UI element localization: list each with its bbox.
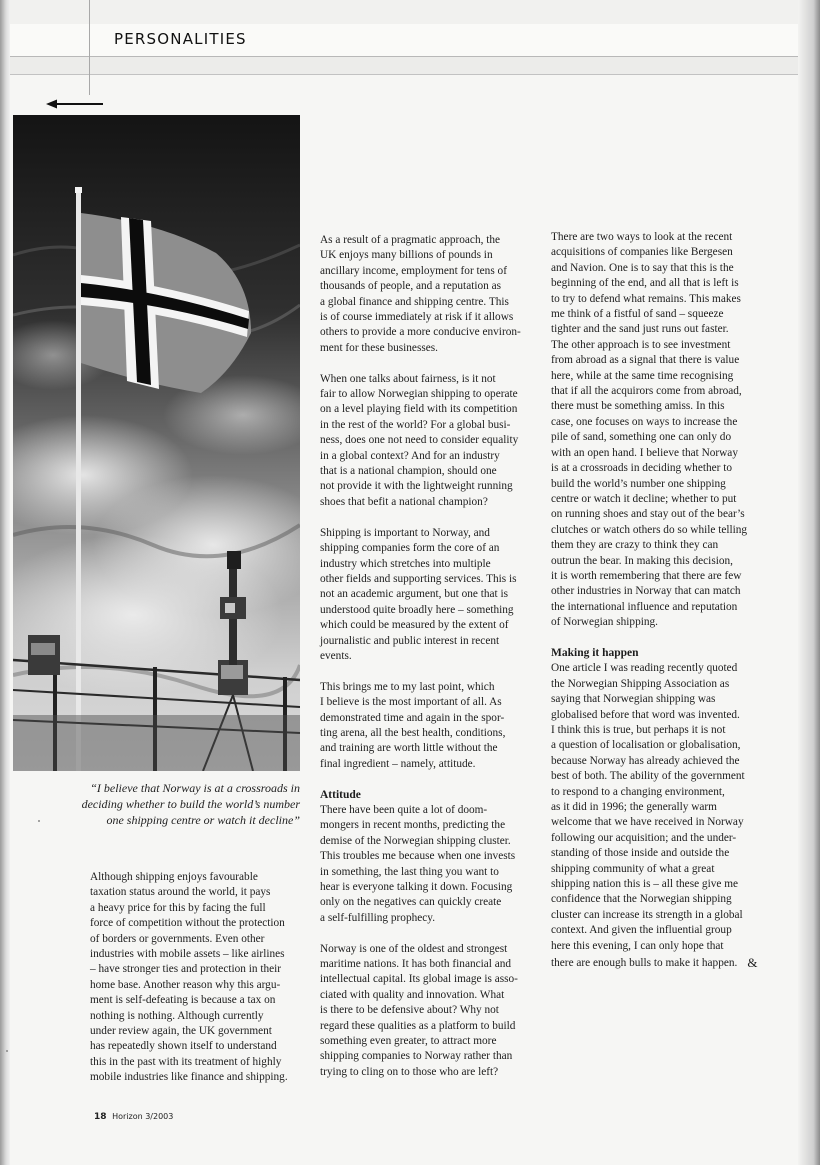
scan-speck [6,1050,8,1052]
subheading-making-it-happen: Making it happen [551,646,639,659]
header-sub-band [10,57,798,75]
page-number: 18 [94,1112,107,1122]
pull-quote-caption: “I believe that Norway is at a crossroads in deciding whether to build the world’s number one shipping centre or watch it decline” [81,781,300,827]
header-top-band [10,0,798,25]
paragraph-final [551,661,766,971]
paragraph: When one talks about fairness, is it not fair to allow Norwegian shipping to operate on a level playing field with its competition in the rest of the world? For a global busi- ness, does one not need to consider equality in a global context? And for an industry that is a national champion, should one not provide it with the lightweight running shoes that befit a national champion? [320,372,519,508]
paragraph: Norway is one of the oldest and strongest maritime nations. It has both financial and intellectual capital. Its global image is asso- ciated with quality and innovation. What is there to be defensive about? Why not regard these qualities as a platform to build something even greater, to attract more shipping companies to Norway rather than trying to cling on to those who are left? [320,942,518,1078]
article-column-middle [320,233,535,1096]
section-title: PERSONALITIES [114,30,247,48]
paragraph: This brings me to my last point, which I believe is the most important of all. As demonstrated time and again in the spor- ting arena, all the best health, conditions, and training are worth little without the final ingredient – namely, attitude. [320,680,506,770]
paragraph: Although shipping enjoys favourable taxation status around the world, it pays a heavy price for this by facing the full force of competition without the protection of borders or governments. Even other industries with mobile assets – like airlines – have stronger ties and protection in their home base. Another reason why this argu- ment is self-defeating is because a tax on nothing is nothing. Although currently under review again, the UK government has repeatedly shown itself to understand this in the past with its treatment of highly mobile industries like finance and shipping. [90,871,288,1084]
paragraph-final-text: One article I was reading recently quoted the Norwegian Shipping Association as saying that Norwegian shipping was globalised before that word was invented. I think this is true, but perhaps it is not a question of localisation or globalisation, because Norway has already achieved the best of both. The ability of the government to respond to a changing environment, as it did in 1996; the generally warm welcome that we have received in Norway following our acquisition; and the under- standing of those inside and outside the shipping community of what a great shipping nation this is – all these give me confidence that the Norwegian shipping cluster can increase its strength in a global context. And given the influential group here this evening, I can only hope that there are enough bulls to make it happen. [551,662,745,970]
page-footer [94,1112,173,1122]
paragraph: There are two ways to look at the recent acquisitions of companies like Bergesen and Navion. One is to say that this is the beginning of the end, and all that is left is to try to defend what remains. This makes me think of a fistful of sand – squeeze tighter and the sand just runs out faster. The other approach is to see investment from abroad as a signal that there is value here, while at the same time recognising that if all the acquirors come from abroad, there must be something amiss. In this case, one focuses on ways to increase the pile of sand, something one can only do with an open hand. I believe that Norway is at a crossroads in deciding whether to build the world’s number one shipping centre or watch it decline; whether to put on running shoes and stay out of the bear’s clutches or watch others do so while telling them they are crazy to think they can outrun the bear. In making this decision, it is worth remembering that there are few other industries in Norway that can match the international influence and reputation of Norwegian shipping. [551,231,748,629]
paragraph: There have been quite a lot of doom- mongers in recent months, predicting the demise of the Norwegian shipping cluster. This troubles me because when one invests in something, the last thing you want to hear is everyone talking it down. Focusing only on the negatives can quickly create a self-fulfilling prophecy. [320,803,516,924]
paragraph: Shipping is important to Norway, and shipping companies form the core of an industry which stretches into multiple other fields and supporting services. This is not an academic argument, but one that is understood quite broadly here – something which could be measured by the extent of journalistic and public interest in recent events. [320,526,517,662]
page-binding-right [798,0,820,1165]
publication-issue: Horizon 3/2003 [112,1112,174,1121]
subheading-attitude: Attitude [320,788,361,801]
header-divider [89,0,90,95]
back-arrow-icon [46,98,104,110]
page-binding-left [0,0,10,1165]
scan-speck [38,820,40,822]
paragraph: As a result of a pragmatic approach, the UK enjoys many billions of pounds in ancillary income, employment for tens of thousands of people, and a reputation as a global finance and shipping centre. This is of course immediately at risk if it allows others to provide a more conducive environ- ment for these businesses. [320,234,521,354]
flag-photo [13,115,300,771]
end-of-article-icon: & [747,955,758,971]
article-column-right [551,230,766,987]
article-column-left [90,870,302,1101]
